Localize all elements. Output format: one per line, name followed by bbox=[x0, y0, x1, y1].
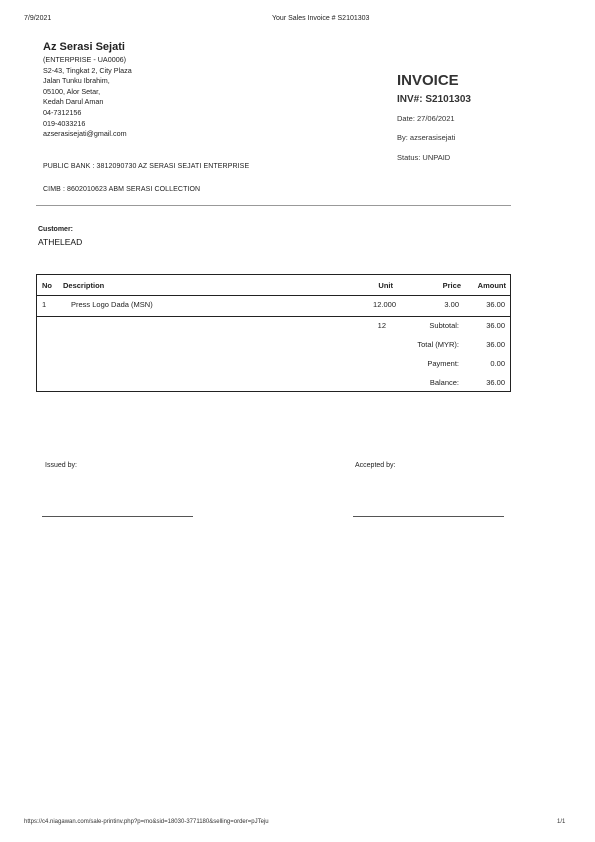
address-line: Kedah Darul Aman bbox=[43, 97, 104, 107]
customer-label: Customer: bbox=[38, 226, 74, 233]
page-number: 1/1 bbox=[557, 819, 566, 825]
items-table bbox=[36, 274, 511, 392]
accepted-by-label: Accepted by: bbox=[355, 462, 396, 469]
header-divider-line bbox=[37, 295, 510, 296]
company-mobile: 019-4033216 bbox=[43, 118, 86, 128]
col-header-description: Description bbox=[63, 281, 105, 290]
address-line: 05100, Alor Setar, bbox=[43, 86, 101, 96]
invoice-status: Status: UNPAID bbox=[397, 153, 451, 162]
balance-label: Balance: bbox=[429, 378, 459, 387]
print-date: 7/9/2021 bbox=[24, 15, 52, 22]
balance-value: 36.00 bbox=[486, 378, 505, 387]
total-value: 36.00 bbox=[486, 340, 505, 349]
subtotal-label: Subtotal: bbox=[429, 321, 459, 330]
subtotal-value: 36.00 bbox=[486, 321, 505, 330]
address-line: Jalan Tunku Ibrahim, bbox=[43, 76, 110, 86]
customer-name: ATHELEAD bbox=[38, 237, 83, 247]
row-amount: 36.00 bbox=[486, 300, 505, 309]
row-unit: 12.000 bbox=[373, 300, 396, 309]
invoice-number: INV#: S2101303 bbox=[397, 94, 471, 105]
row-no: 1 bbox=[42, 300, 47, 309]
total-label: Total (MYR): bbox=[417, 340, 459, 349]
bank-account-cimb: CIMB : 8602010623 ABM SERASI COLLECTION bbox=[43, 186, 201, 193]
company-name: Az Serasi Sejati bbox=[43, 41, 125, 53]
col-header-no: No bbox=[42, 281, 52, 290]
company-address-block bbox=[43, 55, 132, 140]
invoice-date: Date: 27/06/2021 bbox=[397, 114, 455, 123]
payment-value: 0.00 bbox=[490, 359, 505, 368]
invoice-title: INVOICE bbox=[397, 72, 459, 89]
total-units: 12 bbox=[377, 321, 386, 330]
accepted-by-signature-line bbox=[353, 516, 504, 517]
col-header-price: Price bbox=[442, 281, 461, 290]
company-registration: (ENTERPRISE - UA0006) bbox=[43, 55, 127, 64]
address-line: S2-43, Tingkat 2, City Plaza bbox=[43, 65, 132, 75]
invoice-issuer: By: azserasisejati bbox=[397, 133, 456, 142]
header-divider bbox=[36, 205, 511, 206]
company-phone: 04-7312156 bbox=[43, 107, 82, 117]
row-price: 3.00 bbox=[444, 300, 459, 309]
print-title: Your Sales Invoice # S2101303 bbox=[272, 15, 370, 22]
issued-by-label: Issued by: bbox=[45, 462, 77, 469]
col-header-unit: Unit bbox=[378, 281, 393, 290]
footer-url: https://c4.niagawan.com/sale-printinv.php?p=mo&sid=18030-3771180&selling=order=pJTeju bbox=[24, 819, 269, 825]
bank-account-public: PUBLIC BANK : 3812090730 AZ SERASI SEJATI ENTERPRISE bbox=[43, 163, 250, 170]
issued-by-signature-line bbox=[42, 516, 193, 517]
row-description: Press Logo Dada (MSN) bbox=[71, 300, 153, 309]
row-divider-line bbox=[37, 316, 510, 317]
col-header-amount: Amount bbox=[477, 281, 506, 290]
company-email: azserasisejati@gmail.com bbox=[43, 129, 127, 139]
payment-label: Payment: bbox=[427, 359, 459, 368]
